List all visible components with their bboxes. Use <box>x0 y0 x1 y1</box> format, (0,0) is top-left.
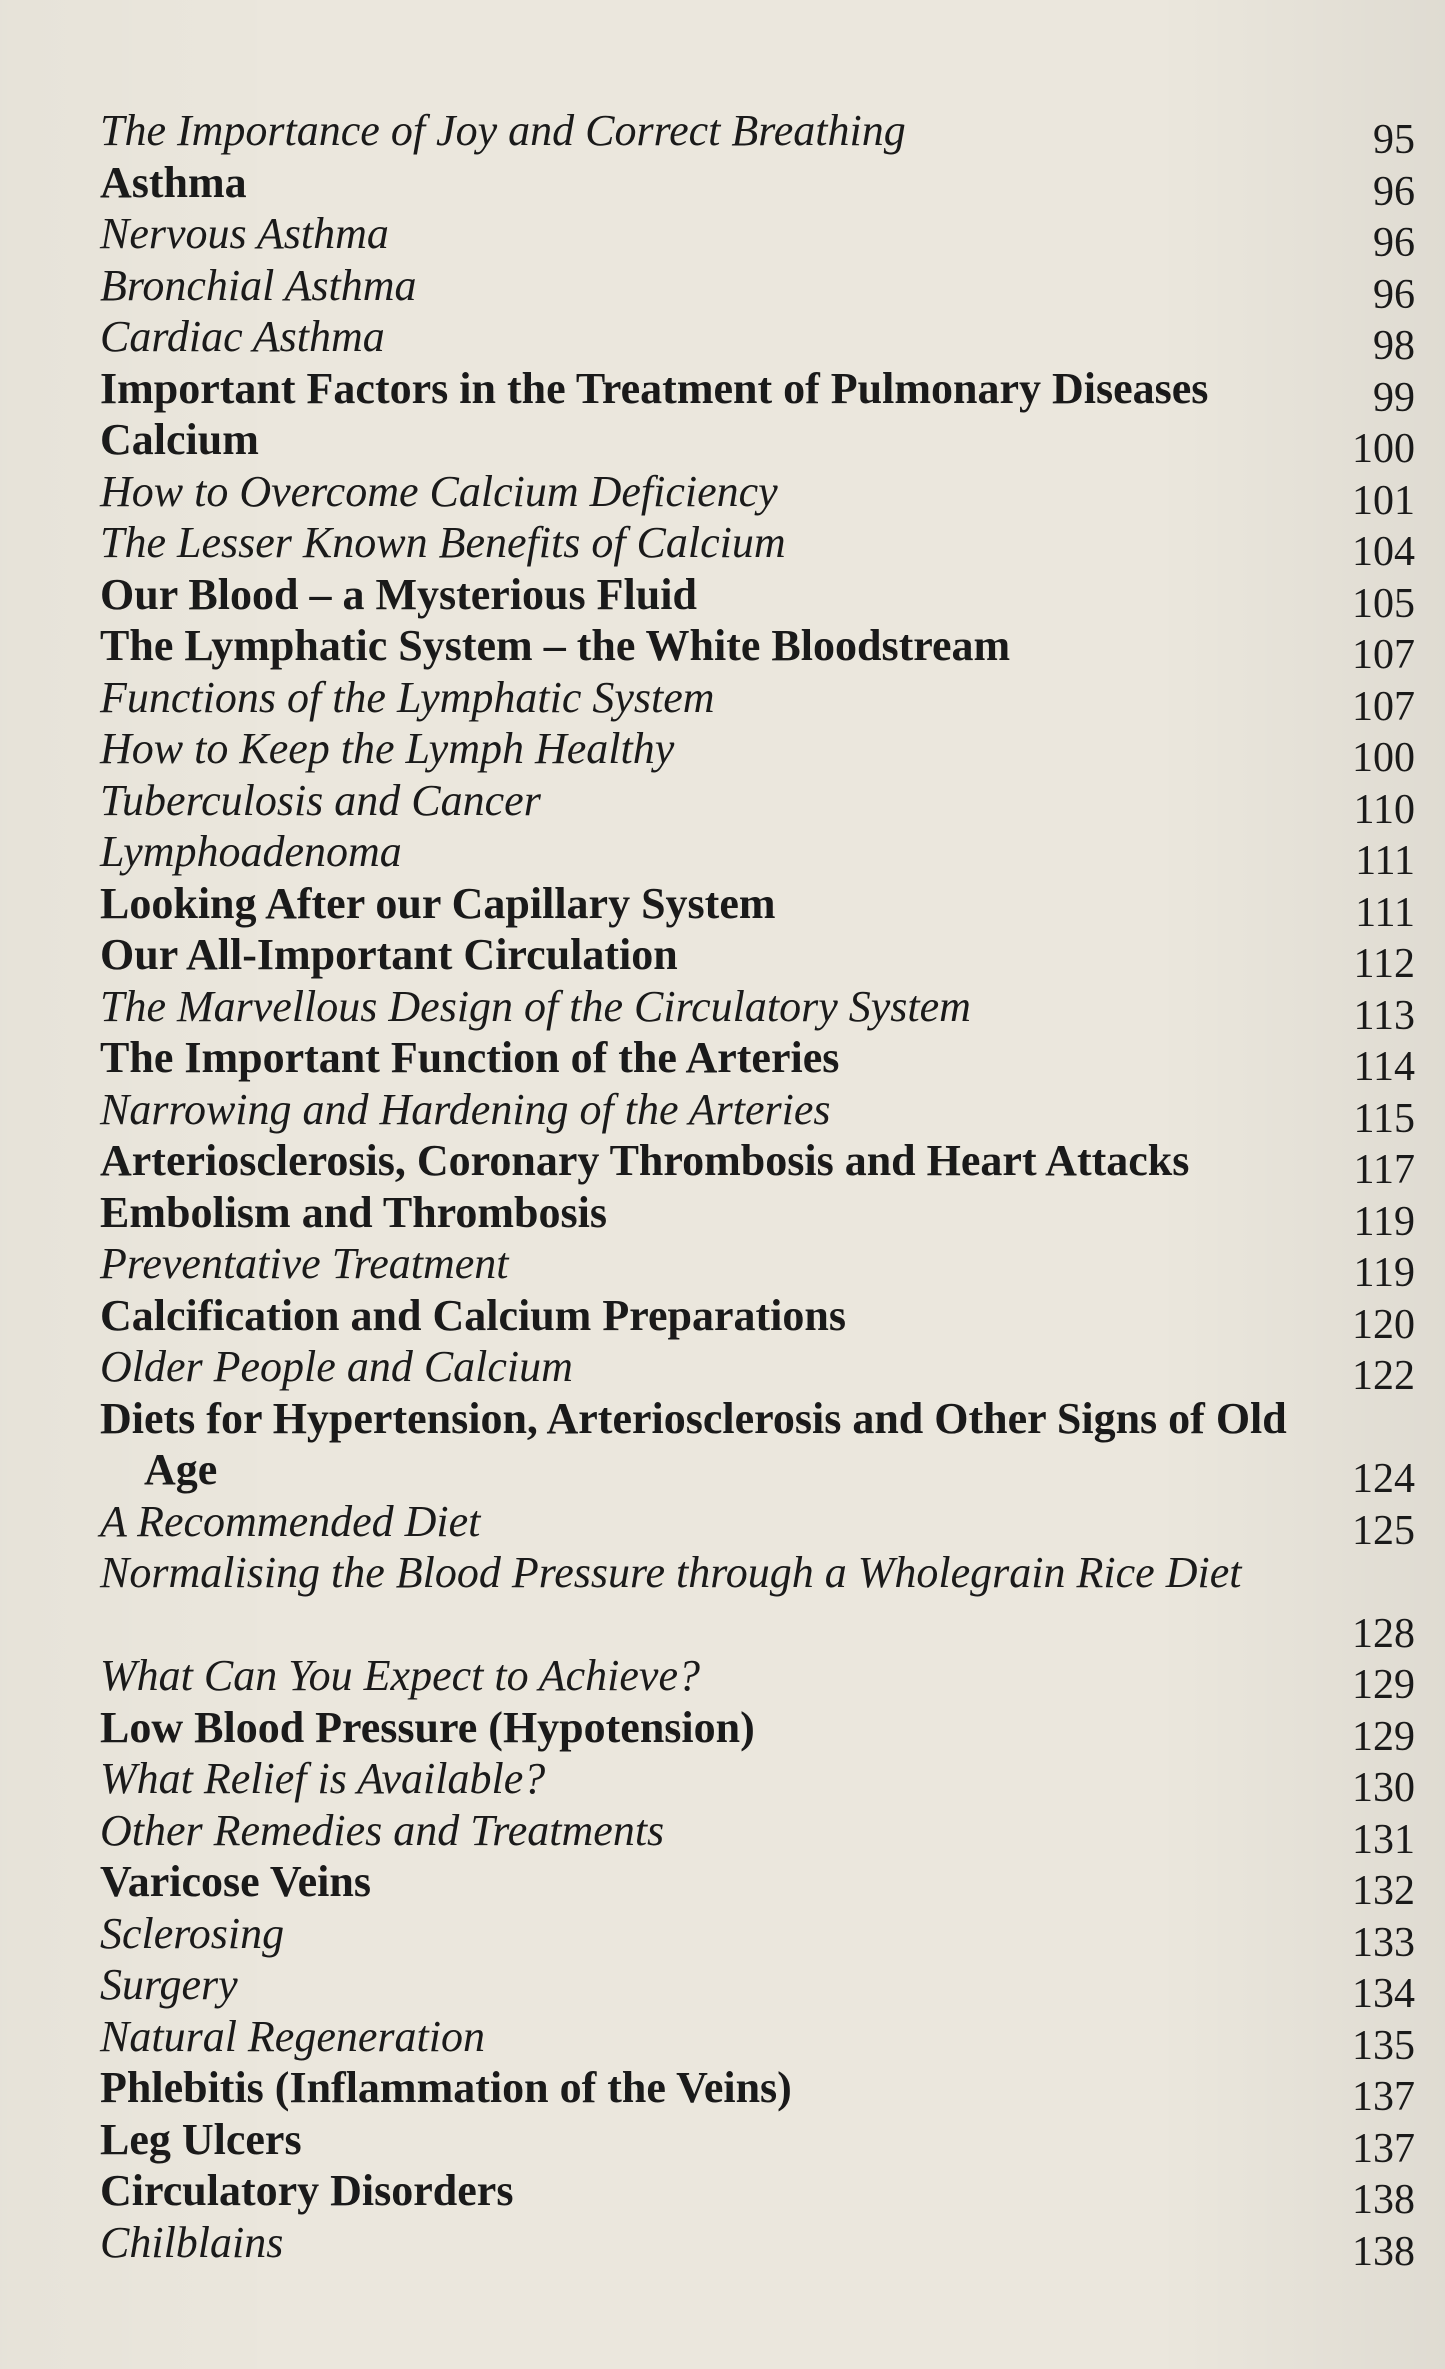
toc-entry-page-number: 96 <box>1373 220 1415 266</box>
toc-entry <box>100 620 1415 678</box>
toc-entry-page-number: 111 <box>1355 889 1415 936</box>
toc-entry-title: Lymphoadenoma <box>100 827 402 876</box>
toc-entry <box>100 1805 1415 1863</box>
toc-entry <box>100 672 1415 730</box>
toc-entry-title: Calcium <box>100 415 259 464</box>
toc-entry <box>100 157 1415 215</box>
toc-entry-title: Our All-Important Circulation <box>100 930 678 979</box>
table-of-contents <box>100 105 1415 2275</box>
toc-entry-title: Circulatory Disorders <box>100 2166 514 2215</box>
toc-entry <box>100 363 1415 421</box>
toc-entry <box>100 981 1415 1039</box>
toc-entry-page-number: 96 <box>1373 271 1415 318</box>
toc-entry-page-number: 100 <box>1352 426 1415 472</box>
toc-entry <box>100 105 1415 163</box>
toc-entry-page-number: 95 <box>1373 117 1415 163</box>
toc-entry-page-number: 120 <box>1352 1301 1415 1348</box>
toc-entry <box>100 260 1415 318</box>
toc-entry-page-number: 117 <box>1353 1147 1415 1193</box>
toc-entry <box>100 569 1415 627</box>
toc-entry-page-number: 96 <box>1373 168 1415 215</box>
toc-entry-title: Leg Ulcers <box>100 2114 302 2164</box>
toc-entry-title: Chilblains <box>100 2217 284 2267</box>
toc-entry-title: The Marvellous Design of the Circulatory System <box>100 981 971 1031</box>
toc-entry-page-number: 114 <box>1353 1044 1415 1090</box>
toc-entry-page-number: 138 <box>1352 2177 1415 2223</box>
toc-entry-title: Phlebitis (Inflammation of the Veins) <box>100 2063 792 2112</box>
toc-entry-page-number: 129 <box>1352 1662 1415 1708</box>
toc-entry-page-number: 125 <box>1352 1507 1415 1554</box>
toc-entry-page-number: 131 <box>1352 1816 1415 1863</box>
toc-entry-title: What Can You Expect to Achieve? <box>100 1651 700 1700</box>
toc-entry-page-number: 119 <box>1353 1250 1415 1296</box>
toc-entry-page-number: 132 <box>1352 1868 1415 1914</box>
toc-entry-title: The Lesser Known Benefits of Calcium <box>100 518 786 567</box>
toc-entry <box>100 517 1415 575</box>
toc-entry <box>100 2011 1415 2069</box>
toc-entry-title: Older People and Calcium <box>100 1342 573 1391</box>
toc-entry-page-number: 110 <box>1353 786 1415 833</box>
toc-entry-title: Functions of the Lymphatic System <box>100 672 715 722</box>
toc-entry-title: Natural Regeneration <box>100 2011 485 2061</box>
toc-entry-title: Sclerosing <box>100 1908 285 1958</box>
toc-entry-title: Arteriosclerosis, Coronary Thrombosis and Heart Attacks <box>100 1136 1190 1185</box>
toc-entry <box>100 1187 1415 1245</box>
toc-entry-page-number: 119 <box>1353 1198 1415 1245</box>
toc-entry <box>100 826 1415 884</box>
toc-entry-title: How to Keep the Lymph Healthy <box>100 724 675 773</box>
toc-entry-page-number: 98 <box>1373 323 1415 369</box>
toc-entry-page-number: 113 <box>1353 992 1415 1039</box>
toc-entry-title: The Important Function of the Arteries <box>100 1033 840 1082</box>
toc-entry <box>100 1496 1415 1554</box>
toc-entry-page-number: 104 <box>1352 529 1415 575</box>
toc-entry <box>100 1084 1415 1142</box>
toc-entry-title: Other Remedies and Treatments <box>100 1805 665 1855</box>
toc-entry-title: Diets for Hypertension, Arteriosclerosis and Other Signs of Old Age <box>100 1393 1287 1494</box>
toc-entry-title: Calcification and Calcium Preparations <box>100 1290 846 1340</box>
toc-entry <box>100 208 1415 266</box>
toc-entry-page-number: 130 <box>1352 1765 1415 1811</box>
toc-entry <box>100 1135 1415 1193</box>
toc-entry <box>100 1702 1415 1760</box>
toc-entry-page-number: 111 <box>1355 838 1415 884</box>
toc-entry-title: Our Blood – a Mysterious Fluid <box>100 569 697 619</box>
toc-entry-page-number: 107 <box>1352 683 1415 730</box>
toc-entry-title: Low Blood Pressure (Hypotension) <box>100 1702 755 1752</box>
toc-entry <box>100 723 1415 781</box>
toc-entry-title: Tuberculosis and Cancer <box>100 775 541 825</box>
toc-entry <box>100 878 1415 936</box>
toc-entry-page-number: 112 <box>1353 941 1415 987</box>
toc-entry-title: Nervous Asthma <box>100 209 389 258</box>
toc-entry <box>100 775 1415 833</box>
toc-entry-page-number: 133 <box>1352 1919 1415 1966</box>
toc-entry <box>100 414 1415 472</box>
toc-entry <box>100 2165 1415 2223</box>
toc-entry-page-number: 100 <box>1352 735 1415 781</box>
toc-entry-page-number: 101 <box>1352 477 1415 524</box>
toc-entry-page-number: 122 <box>1352 1353 1415 1399</box>
toc-entry-page-number: 124 <box>1352 1456 1415 1502</box>
toc-entry-title: Asthma <box>100 157 247 207</box>
toc-entry <box>100 1908 1415 1966</box>
toc-entry-title: Narrowing and Hardening of the Arteries <box>100 1084 831 1134</box>
toc-entry-title: Varicose Veins <box>100 1857 371 1906</box>
toc-entry-title: How to Overcome Calcium Deficiency <box>100 466 778 516</box>
toc-entry-title: A Recommended Diet <box>100 1496 481 1546</box>
toc-entry <box>100 1290 1415 1348</box>
toc-entry <box>100 2062 1415 2120</box>
toc-entry <box>100 2217 1415 2275</box>
toc-entry-title: Surgery <box>100 1960 238 2009</box>
toc-entry-title: Bronchial Asthma <box>100 260 417 310</box>
toc-entry-page-number: 135 <box>1352 2022 1415 2069</box>
toc-entry-page-number: 134 <box>1352 1971 1415 2017</box>
toc-entry <box>100 1238 1415 1296</box>
toc-entry-page-number: 138 <box>1352 2228 1415 2275</box>
toc-entry <box>100 1959 1415 2017</box>
toc-entry-page-number: 115 <box>1353 1095 1415 1142</box>
toc-entry <box>100 929 1415 987</box>
toc-entry-page-number: 129 <box>1352 1713 1415 1760</box>
toc-entry <box>100 311 1415 369</box>
toc-entry <box>100 1650 1415 1708</box>
toc-entry-title: The Importance of Joy and Correct Breathing <box>100 106 906 155</box>
toc-entry-title: Important Factors in the Treatment of Pulmonary Diseases <box>100 363 1209 413</box>
toc-entry-page-number: 137 <box>1352 2125 1415 2172</box>
toc-entry <box>100 466 1415 524</box>
toc-entry-title: The Lymphatic System – the White Bloodstream <box>100 621 1011 670</box>
toc-entry <box>100 2114 1415 2172</box>
toc-entry-title: Cardiac Asthma <box>100 312 385 361</box>
toc-entry-title: What Relief is Available? <box>100 1754 546 1803</box>
toc-entry-title: Looking After our Capillary System <box>100 878 776 928</box>
toc-entry-title: Embolism and Thrombosis <box>100 1187 607 1237</box>
toc-entry <box>100 1753 1415 1811</box>
toc-entry <box>100 1547 1415 1657</box>
toc-entry-page-number: 99 <box>1373 374 1415 421</box>
toc-entry-page-number: 137 <box>1352 2074 1415 2120</box>
toc-entry-page-number: 128 <box>1352 1610 1415 1657</box>
toc-entry <box>100 1393 1415 1502</box>
toc-entry <box>100 1032 1415 1090</box>
toc-entry-page-number: 107 <box>1352 632 1415 678</box>
toc-entry <box>100 1856 1415 1914</box>
toc-entry-title: Normalising the Blood Pressure through a Wholegrain Rice Diet <box>100 1548 1242 1597</box>
toc-entry <box>100 1341 1415 1399</box>
toc-entry-title: Preventative Treatment <box>100 1239 509 1288</box>
toc-entry-page-number: 105 <box>1352 580 1415 627</box>
